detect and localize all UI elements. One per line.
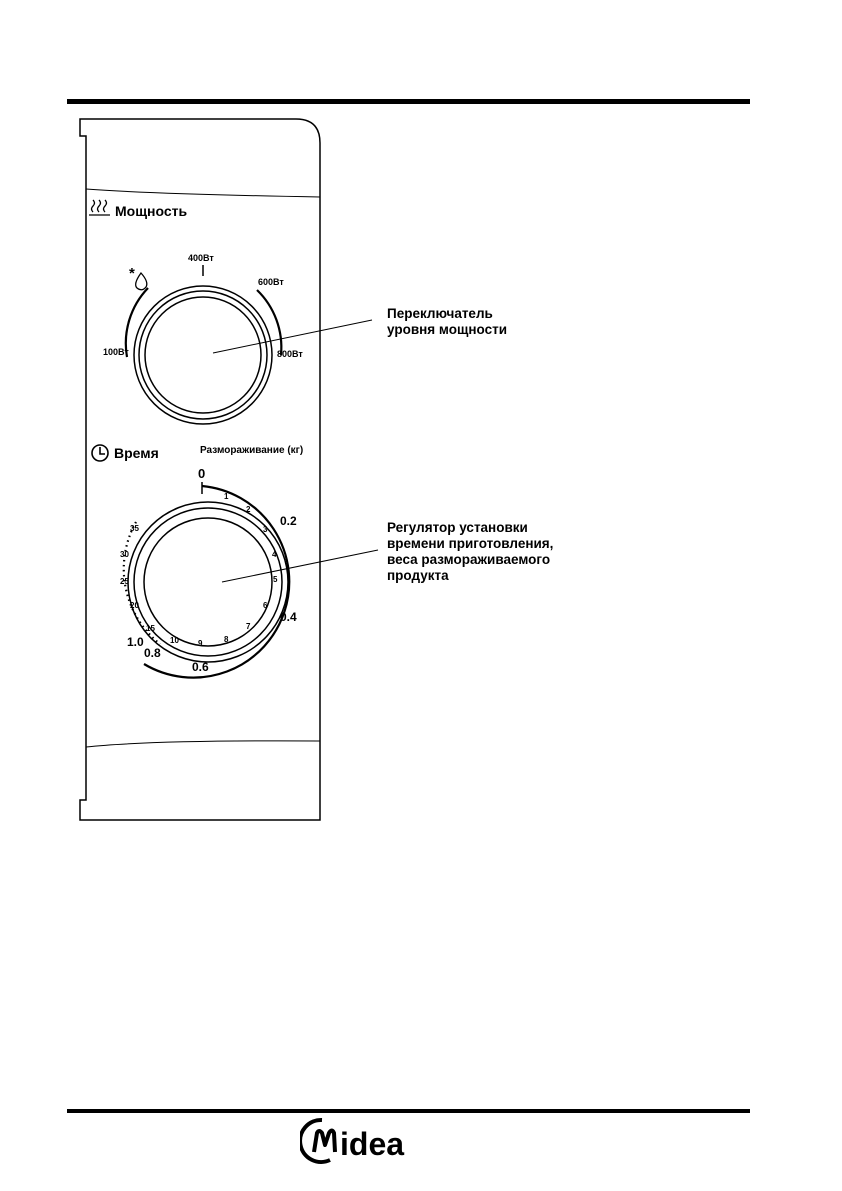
power-switch-callout: Переключатель уровня мощности	[387, 306, 507, 337]
power-scale-arc	[126, 288, 148, 357]
footer-rule	[67, 1109, 750, 1113]
timer-minute-label: 8	[224, 635, 229, 644]
timer-minute-label: 1	[224, 492, 229, 501]
defrost-weight-label: 1.0	[127, 635, 144, 649]
power-level-label: 800Вт	[277, 349, 303, 359]
clock-icon	[92, 445, 108, 461]
panel-divider-bottom	[86, 741, 320, 747]
timer-minute-label: 7	[246, 622, 251, 631]
timer-minute-label: 10	[170, 636, 179, 645]
timer-minute-label: 9	[198, 639, 203, 648]
panel-divider-top	[86, 189, 320, 197]
defrost-weight-label: 0.8	[144, 646, 161, 660]
timer-minute-label: 35	[130, 524, 139, 533]
timer-regulator-callout: Регулятор установки времени приготовления, веса размораживаемого продукта	[387, 520, 554, 583]
defrost-drop-icon	[136, 273, 147, 290]
timer-minute-label: 3	[263, 525, 268, 534]
timer-section-title: Время	[114, 445, 159, 461]
power-level-label: 400Вт	[188, 253, 214, 263]
power-knob[interactable]	[126, 265, 282, 424]
timer-minute-label: 25	[120, 577, 129, 586]
power-level-label: 100Вт	[103, 347, 129, 357]
timer-minute-label: 4	[272, 550, 277, 559]
timer-zero-label: 0	[198, 466, 206, 481]
midea-logo	[300, 1117, 440, 1167]
timer-minute-label: 20	[130, 601, 139, 610]
power-level-label: 600Вт	[258, 277, 284, 287]
timer-minute-label: 30	[120, 550, 129, 559]
defrost-weight-label: 0.4	[280, 610, 297, 624]
timer-minute-label: 6	[263, 601, 268, 610]
defrost-weight-label: 0.6	[192, 660, 209, 674]
timer-callout-line	[222, 550, 378, 582]
timer-minute-label: 5	[273, 575, 278, 584]
timer-minute-label: 2	[246, 505, 251, 514]
defrost-asterisk: *	[129, 265, 135, 282]
defrost-weight-label: 0.2	[280, 514, 297, 528]
steam-icon	[89, 200, 110, 215]
defrost-weight-header: Размораживание (кг)	[200, 445, 304, 456]
timer-minute-label: 15	[146, 624, 155, 633]
logo-text: idea	[340, 1126, 405, 1162]
power-section-title: Мощность	[115, 203, 188, 219]
